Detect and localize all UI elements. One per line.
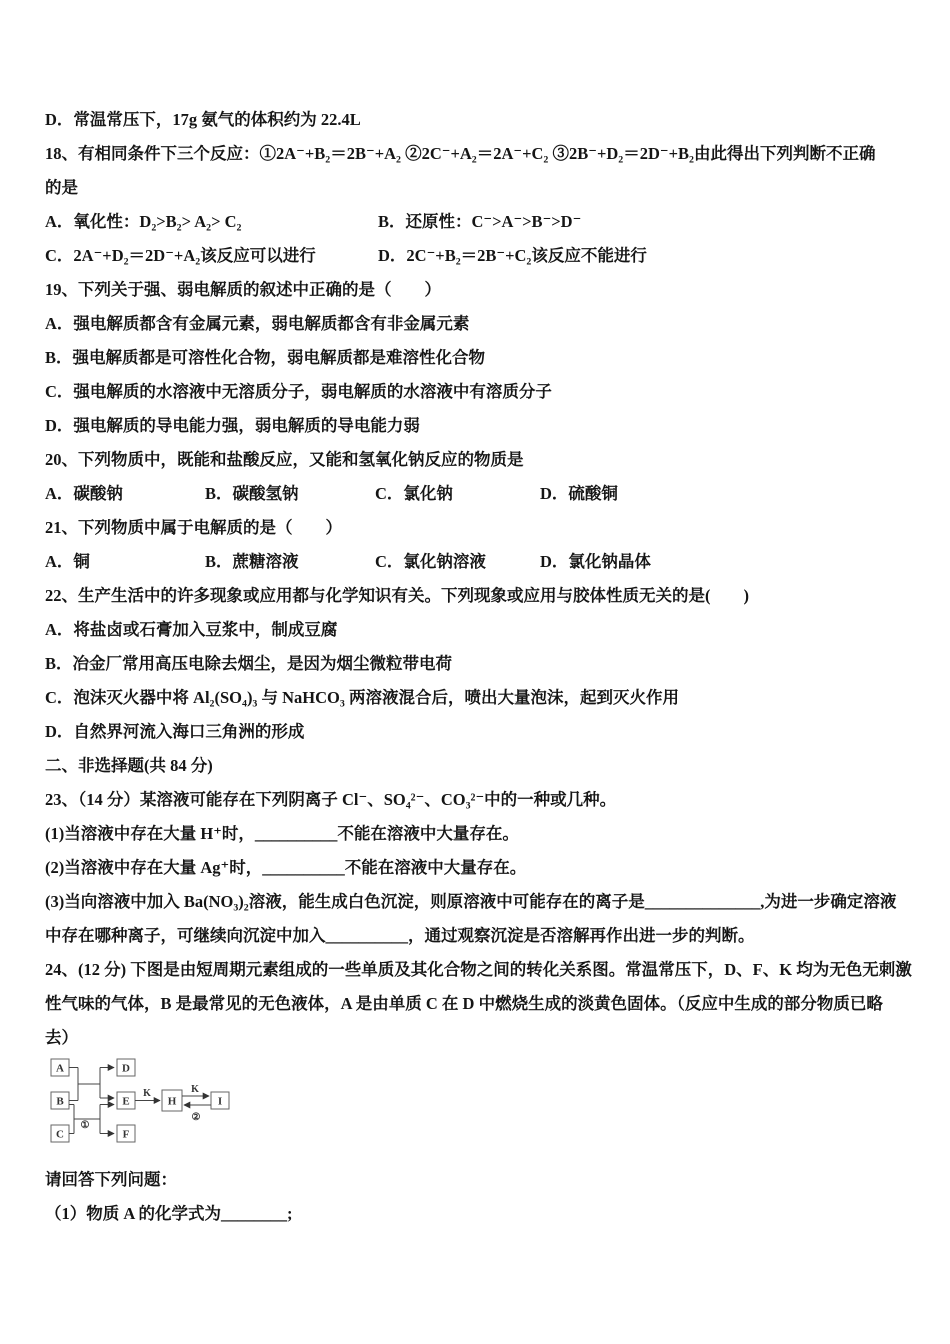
diagram-k-label-hi: K: [191, 1084, 199, 1095]
q23-stem: 23、（14 分）某溶液可能存在下列阴离子 Cl⁻、SO₄²⁻、CO₃²⁻中的一种或几种。: [45, 790, 617, 809]
q17-option-d: D．常温常压下，17g 氨气的体积约为 22.4L: [45, 110, 361, 129]
q21-stem: 21、下列物质中属于电解质的是（ ）: [45, 518, 342, 537]
q21-option-a: A．铜: [45, 552, 90, 571]
q20-option-b: B．碳酸氢钠: [205, 484, 299, 503]
q18-options-row2: [45, 239, 912, 273]
q19-stem: 19、下列关于强、弱电解质的叙述中正确的是（ ）: [45, 280, 441, 299]
q23-part2: (2)当溶液中存在大量 Ag⁺时，__________不能在溶液中大量存在。: [45, 858, 527, 877]
diagram-node-e-label: E: [122, 1095, 130, 1108]
diagram-node-f-label: F: [122, 1128, 130, 1141]
q22-option-c: C．泡沫灭火器中将 Al₂(SO₄)₃ 与 NaHCO₃ 两溶液混合后，喷出大量泡沫，起到灭火作用: [45, 688, 679, 707]
diagram-k-label-eh: K: [143, 1088, 151, 1099]
q18-stem-line1: 18、有相同条件下三个反应：①2A⁻+B₂＝2B⁻+A₂ ②2C⁻+A₂＝2A⁻+C₂ ③2B⁻+D₂＝2D⁻+B₂由此得出下列判断不正确: [45, 144, 876, 163]
q24-stem-line2: 性气味的气体，B 是最常见的无色液体，A 是由单质 C 在 D 中燃烧生成的淡黄色固体。（反应中生成的部分物质已略: [45, 994, 883, 1013]
q22-option-b: B．冶金厂常用高压电除去烟尘，是因为烟尘微粒带电荷: [45, 654, 453, 673]
q18-option-a: A．氧化性：D₂>B₂> A₂> C₂: [45, 212, 242, 231]
diagram-node-d-label: D: [122, 1062, 130, 1075]
q24-prompt: 请回答下列问题：: [45, 1170, 177, 1189]
q22-option-a: A．将盐卤或石膏加入豆浆中，制成豆腐: [45, 620, 338, 639]
q23-part3-line1: (3)当向溶液中加入 Ba(NO₃)₂溶液，能生成白色沉淀，则原溶液中可能存在的离子是______________,为进一步确定溶液: [45, 892, 897, 911]
diagram-node-a-label: A: [56, 1062, 64, 1075]
q21-options-row: [45, 545, 912, 579]
q18-option-b: B．还原性：C⁻>A⁻>B⁻>D⁻: [378, 212, 582, 231]
q22-option-d: D．自然界河流入海口三角洲的形成: [45, 722, 305, 741]
diagram-node-h-label: H: [167, 1095, 177, 1108]
q20-stem: 20、下列物质中，既能和盐酸反应，又能和氢氧化钠反应的物质是: [45, 450, 524, 469]
q20-option-a: A．碳酸钠: [45, 484, 123, 503]
q19-option-a: A．强电解质都含有金属元素，弱电解质都含有非金属元素: [45, 314, 470, 333]
diagram-svg: [45, 1055, 255, 1155]
q18-option-d: D．2C⁻+B₂＝2B⁻+C₂该反应不能进行: [378, 246, 647, 265]
section2-heading: 二、非选择题(共 84 分): [45, 756, 213, 775]
q18-options-row1: [45, 205, 912, 239]
q21-option-d: D．氯化钠晶体: [540, 552, 651, 571]
diagram-node-i-label: I: [217, 1095, 223, 1108]
q23-part1: (1)当溶液中存在大量 H⁺时，__________不能在溶液中大量存在。: [45, 824, 519, 843]
q22-stem: 22、生产生活中的许多现象或应用都与化学知识有关。下列现象或应用与胶体性质无关的是( ): [45, 586, 749, 605]
diagram-circle1-label: ①: [80, 1120, 90, 1131]
q24-transformation-diagram: [45, 1055, 912, 1155]
q20-option-c: C．氯化钠: [375, 484, 453, 503]
diagram-node-c-label: C: [56, 1128, 64, 1141]
q23-part3-line2: 中存在哪种离子，可继续向沉淀中加入__________，通过观察沉淀是否溶解再作出进一步的判断。: [45, 926, 755, 945]
q24-stem-line1: 24、(12 分) 下图是由短周期元素组成的一些单质及其化合物之间的转化关系图。常温常压下，D、F、K 均为无色无刺激: [45, 960, 912, 979]
diagram-bracket-ab: [69, 1068, 100, 1101]
q24-sub1: （1）物质 A 的化学式为________;: [45, 1204, 293, 1223]
q18-option-c: C．2A⁻+D₂＝2D⁻+A₂该反应可以进行: [45, 246, 316, 265]
diagram-node-b-label: B: [56, 1095, 64, 1108]
q24-stem-line3: 去）: [45, 1028, 78, 1047]
q21-option-b: B．蔗糖溶液: [205, 552, 299, 571]
q19-option-b: B．强电解质都是可溶性化合物，弱电解质都是难溶性化合物: [45, 348, 486, 367]
q21-option-c: C．氯化钠溶液: [375, 552, 486, 571]
q20-option-d: D．硫酸铜: [540, 484, 618, 503]
spacer: [45, 1155, 912, 1163]
q18-stem-line2: 的是: [45, 178, 78, 197]
q20-options-row: [45, 477, 912, 511]
q19-option-c: C．强电解质的水溶液中无溶质分子，弱电解质的水溶液中有溶质分子: [45, 382, 552, 401]
diagram-circle2-label: ②: [191, 1112, 201, 1123]
q19-option-d: D．强电解质的导电能力强，弱电解质的导电能力弱: [45, 416, 420, 435]
